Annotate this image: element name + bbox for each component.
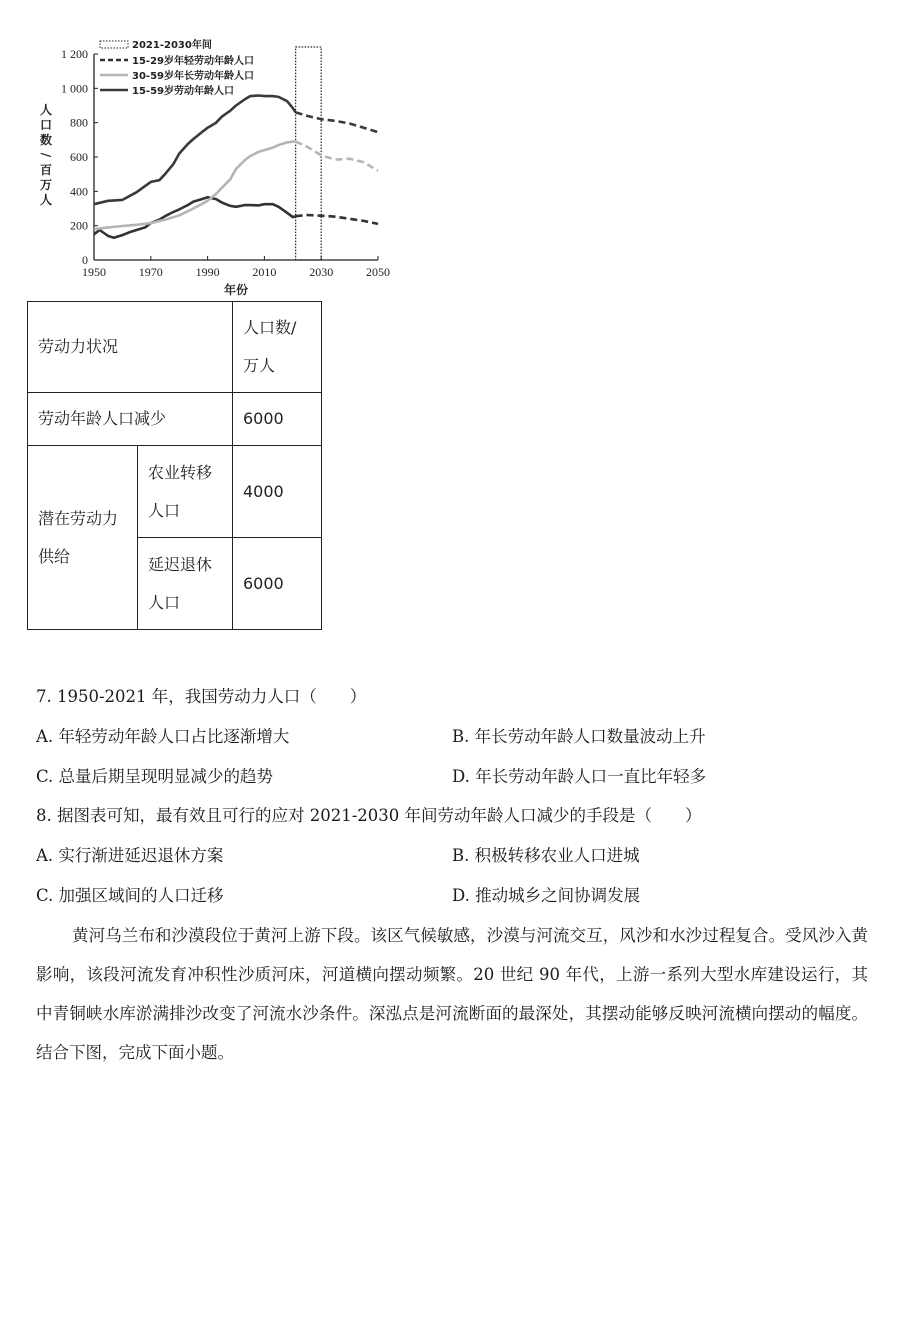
series-line-2-projected bbox=[296, 142, 378, 171]
y-tick-label: 0 bbox=[82, 253, 88, 267]
legend-swatch-highlight bbox=[100, 41, 128, 48]
table-group-label-cell bbox=[28, 446, 138, 630]
x-tick-label: 2030 bbox=[309, 265, 334, 279]
x-tick-label: 1990 bbox=[195, 265, 220, 279]
table-row3-value: 6000 bbox=[243, 573, 284, 593]
table-row1-value: 6000 bbox=[243, 409, 284, 428]
table-row3-label-cell bbox=[138, 538, 233, 630]
y-tick-label: 600 bbox=[70, 150, 88, 164]
table-row1-value-cell bbox=[233, 393, 322, 446]
table-header-value-line1: 人口数/ bbox=[243, 318, 297, 337]
table-header-label-cell bbox=[28, 302, 233, 393]
legend-label-older: 30-59岁年长劳动年龄人口 bbox=[132, 71, 254, 82]
question-8-stem: 8. 据图表可知，最有效且可行的应对 2021-2030 年间劳动年龄人口减少的手段是（ ） bbox=[36, 806, 702, 825]
table-row2-value-cell bbox=[233, 446, 322, 538]
legend-label-total: 15-59岁劳动年龄人口 bbox=[132, 86, 234, 97]
question-7-option-b[interactable]: B. 年长劳动年龄人口数量波动上升 bbox=[452, 727, 706, 746]
table-row1-label: 劳动年龄人口减少 bbox=[38, 409, 167, 428]
x-tick-label: 2050 bbox=[366, 265, 390, 279]
table-row2-label-line1: 农业转移 bbox=[148, 462, 213, 482]
table-row2-label-line2: 人口 bbox=[148, 500, 181, 520]
y-axis-label-char: 口 bbox=[39, 118, 53, 132]
series-line-1-projected bbox=[296, 215, 378, 224]
population-chart bbox=[30, 36, 400, 302]
table-row bbox=[28, 302, 322, 393]
x-tick-label: 1970 bbox=[138, 265, 163, 279]
y-axis-label-char: 万 bbox=[39, 178, 53, 192]
table-row3-value-cell bbox=[233, 538, 322, 630]
legend-label-young: 15-29岁年轻劳动年龄人口 bbox=[132, 56, 254, 67]
question-7-option-d[interactable]: D. 年长劳动年龄人口一直比年轻多 bbox=[452, 767, 707, 786]
table-group-label-line1: 潜在劳动力 bbox=[38, 508, 119, 528]
series-line-3-projected bbox=[296, 112, 378, 132]
y-axis-label-char: 百 bbox=[39, 163, 53, 177]
y-tick-label: 400 bbox=[70, 184, 88, 199]
table-row bbox=[28, 446, 322, 538]
table-row3-label-line1: 延迟退休 bbox=[148, 554, 213, 574]
y-tick-label: 1 200 bbox=[61, 47, 88, 61]
chart-legend bbox=[100, 38, 254, 97]
question-8-option-b[interactable]: B. 积极转移农业人口进城 bbox=[452, 846, 640, 865]
y-tick-label: 200 bbox=[70, 218, 88, 233]
labor-table bbox=[27, 301, 322, 630]
y-axis-label-char: 人 bbox=[39, 103, 53, 117]
y-axis-label-char: / bbox=[39, 152, 53, 158]
table-header-value-cell bbox=[233, 302, 322, 393]
reading-passage: 黄河乌兰布和沙漠段位于黄河上游下段。该区气候敏感，沙漠与河流交互，风沙和水沙过程复合。受风沙入黄影响，该段河流发育冲积性沙质河床，河道横向摆动频繁。20 世纪 90 年代，上游一系列大型水库建设运行，其中青铜峡水库淤满排沙改变了河流水沙条件。深泓点是河流断面的最深处，其摆动能够反映河流横向摆动的幅度。结合下图，完成下面小题。 bbox=[36, 926, 868, 1062]
question-7-option-c[interactable]: C. 总量后期呈现明显减少的趋势 bbox=[36, 767, 274, 786]
y-axis-label-char: 人 bbox=[39, 193, 53, 207]
table-row2-value: 4000 bbox=[243, 481, 284, 501]
table-group-label-line2: 供给 bbox=[38, 546, 71, 566]
x-tick-label: 2010 bbox=[252, 265, 277, 279]
table-row1-label-cell bbox=[28, 393, 233, 446]
population-chart-svg bbox=[30, 36, 400, 302]
table-header-value-line2: 万人 bbox=[243, 356, 276, 375]
y-tick-label: 1 000 bbox=[61, 81, 88, 96]
table-row3-label-line2: 人口 bbox=[148, 592, 181, 612]
series-line-1-observed bbox=[94, 197, 296, 237]
question-7-option-a[interactable]: A. 年轻劳动年龄人口占比逐渐增大 bbox=[36, 727, 290, 746]
series-line-2-observed bbox=[94, 142, 296, 230]
legend-label-highlight: 2021-2030年间 bbox=[132, 40, 212, 51]
table-row2-label-cell bbox=[138, 446, 233, 538]
question-8-option-c[interactable]: C. 加强区域间的人口迁移 bbox=[36, 886, 224, 905]
question-7-stem: 7. 1950-2021 年，我国劳动力人口（ ） bbox=[36, 687, 367, 706]
table-row bbox=[28, 393, 322, 446]
y-axis-label bbox=[39, 103, 53, 207]
x-tick-label: 1950 bbox=[82, 265, 106, 279]
x-axis-label: 年份 bbox=[223, 283, 249, 297]
question-8-option-d[interactable]: D. 推动城乡之间协调发展 bbox=[452, 886, 641, 905]
y-axis-label-char: 数 bbox=[39, 133, 53, 147]
y-tick-label: 800 bbox=[70, 115, 88, 130]
table-header-label: 劳动力状况 bbox=[38, 337, 119, 356]
question-8-option-a[interactable]: A. 实行渐进延迟退休方案 bbox=[36, 846, 224, 865]
